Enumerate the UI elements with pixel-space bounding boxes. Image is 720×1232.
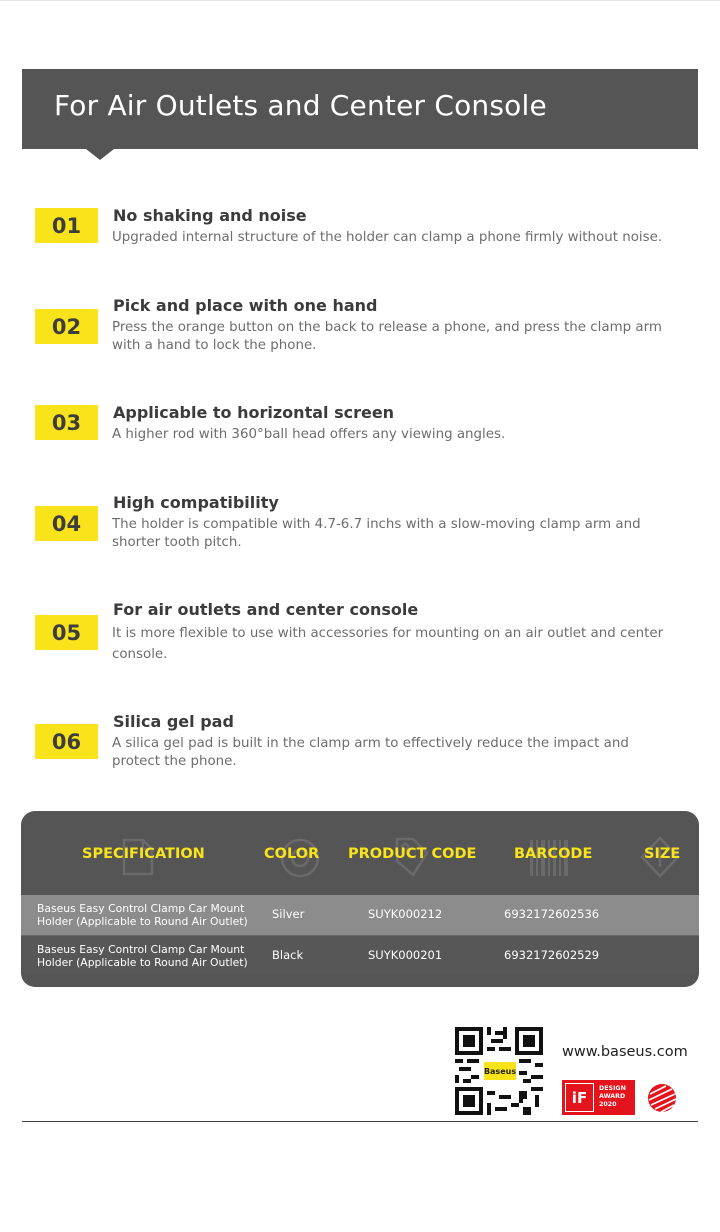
feature-title: High compatibility [113,493,279,512]
feature-number-badge: 04 [35,506,98,541]
if-design-award-logo [562,1080,635,1115]
header-product-code: PRODUCT CODE [348,846,477,862]
header-specification: SPECIFICATION [82,846,205,862]
feature-number-badge: 06 [35,724,98,759]
feature-description: Press the orange button on the back to release a phone, and press the clamp arm with a hand to lock the phone. [112,320,662,353]
qr-code-icon [455,1027,543,1115]
banner-title: For Air Outlets and Center Console [54,89,547,122]
feature-title: Silica gel pad [113,712,234,731]
cell-product-code: SUYK000201 [368,948,443,962]
cell-barcode: 6932172602529 [504,948,600,962]
feature-description: It is more flexible to use with accessories for mounting on an air outlet and center console. [112,626,664,662]
header-size: SIZE [644,846,681,862]
cell-barcode: 6932172602536 [504,907,600,921]
feature-description: A silica gel pad is built in the clamp arm to effectively reduce the impact and protect the phone. [112,736,629,769]
feature-title: For air outlets and center console [113,600,419,619]
banner-pointer [86,149,114,160]
feature-title: Applicable to horizontal screen [113,403,395,422]
feature-description: A higher rod with 360°ball head offers any viewing angles. [112,427,506,442]
footer-divider [22,1121,698,1122]
feature-number-badge: 01 [35,208,98,243]
cell-specification: Baseus Easy Control Clamp Car Mount Holder (Applicable to Round Air Outlet) [37,943,248,969]
feature-number-badge: 05 [35,615,98,650]
table-row [21,935,699,975]
feature-description: The holder is compatible with 4.7-6.7 inchs with a slow-moving clamp arm and shorter tooth pitch. [112,517,641,550]
if-award-text: DESIGN AWARD 2020 [599,1085,626,1108]
reddot-award-icon [646,1082,678,1114]
feature-number-badge: 02 [35,309,98,344]
cell-color: Silver [272,907,305,921]
qr-brand-logo: Baseus [484,1062,516,1080]
spec-table-header [21,811,699,895]
cell-specification: Baseus Easy Control Clamp Car Mount Holder (Applicable to Round Air Outlet) [37,902,248,928]
spec-table [21,811,699,987]
header-color: COLOR [264,846,320,862]
feature-description: Upgraded internal structure of the holder can clamp a phone firmly without noise. [112,230,663,245]
top-divider [0,0,720,1]
header-barcode: BARCODE [514,846,593,862]
cell-product-code: SUYK000212 [368,907,443,921]
feature-title: No shaking and noise [113,206,307,225]
feature-number-badge: 03 [35,405,98,440]
table-row [21,895,699,935]
website-link[interactable]: www.baseus.com [562,1044,688,1060]
section-banner [22,69,698,149]
if-mark: iF [565,1083,594,1112]
cell-color: Black [272,948,304,962]
feature-title: Pick and place with one hand [113,296,378,315]
